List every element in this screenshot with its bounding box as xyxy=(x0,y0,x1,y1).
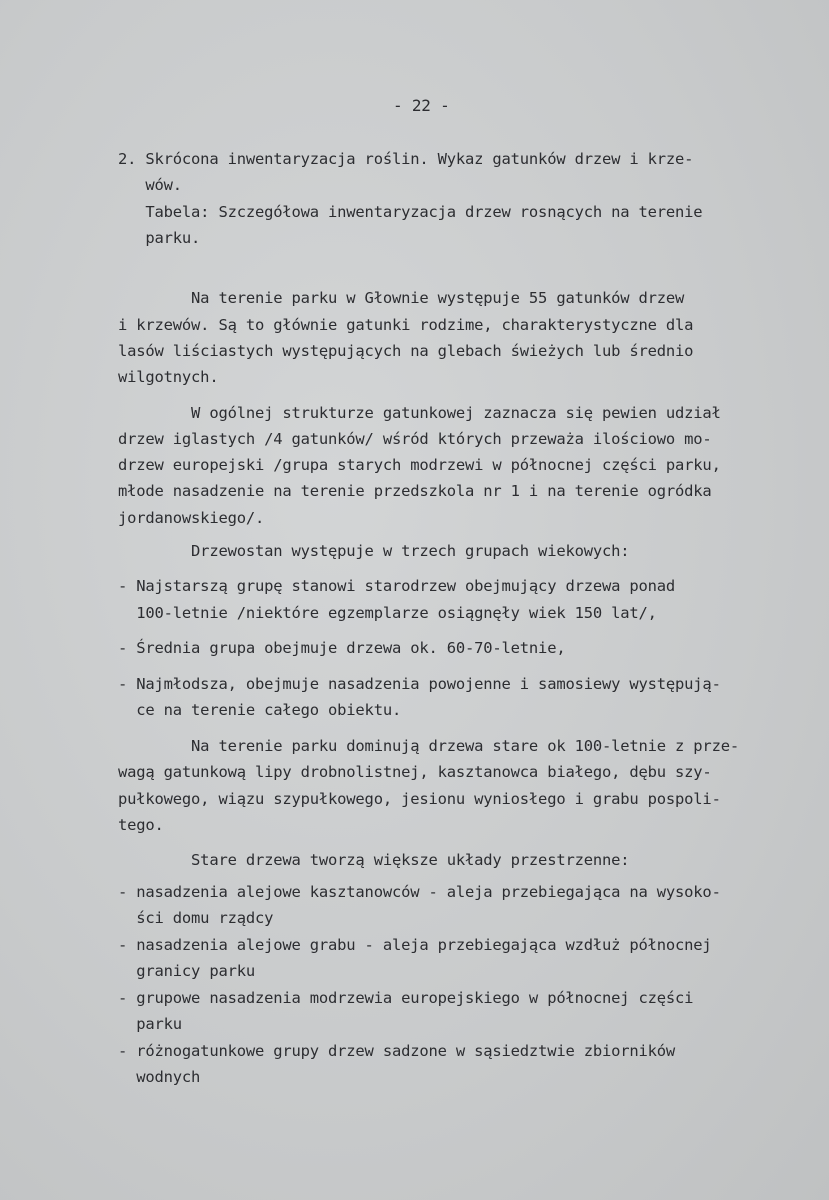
section-heading-line: wów. xyxy=(118,176,182,194)
list-item-line: - Najstarszą grupę stanowi starodrzew obejmujący drzewa ponad xyxy=(118,577,676,595)
paragraph-line: Stare drzewa tworzą większe układy przestrzenne: xyxy=(118,851,630,869)
paragraph-line: W ogólnej strukturze gatunkowej zaznacza się pewien udział xyxy=(118,404,721,422)
list-item-line: - Najmłodsza, obejmuje nasadzenia powojenne i samosiewy występują- xyxy=(118,675,721,693)
section-heading-line: parku. xyxy=(118,229,201,247)
paragraph-line: młode nasadzenie na terenie przedszkola nr 1 i na terenie ogródka xyxy=(118,482,712,500)
list-item-line: ści domu rządcy xyxy=(118,909,274,927)
list-item-line: - nasadzenia alejowe grabu - aleja przebiegająca wzdłuż północnej xyxy=(118,936,712,954)
paragraph-line: jordanowskiego/. xyxy=(118,509,265,527)
paragraph-line: drzew europejski /grupa starych modrzewi w północnej części parku, xyxy=(118,456,721,474)
paragraph-line: Drzewostan występuje w trzech grupach wiekowych: xyxy=(118,542,630,560)
page-number: - 22 - xyxy=(393,96,450,115)
section-heading-line: 2. Skrócona inwentaryzacja roślin. Wykaz gatunków drzew i krze- xyxy=(118,150,694,168)
list-item-line: 100-letnie /niektóre egzemplarze osiągnęły wiek 150 lat/, xyxy=(118,604,657,622)
list-item-line: - grupowe nasadzenia modrzewia europejskiego w północnej części xyxy=(118,989,694,1007)
paragraph-line: Na terenie parku dominują drzewa stare ok 100-letnie z prze- xyxy=(118,737,739,755)
list-item-line: ce na terenie całego obiektu. xyxy=(118,701,402,719)
paragraph-line: tego. xyxy=(118,816,164,834)
paragraph-line: i krzewów. Są to głównie gatunki rodzime, charakterystyczne dla xyxy=(118,316,694,334)
list-item-line: - różnogatunkowe grupy drzew sadzone w sąsiedztwie zbiorników xyxy=(118,1042,676,1060)
paragraph-line: wagą gatunkową lipy drobnolistnej, kasztanowca białego, dębu szy- xyxy=(118,763,712,781)
paragraph-line: drzew iglastych /4 gatunków/ wśród których przeważa ilościowo mo- xyxy=(118,430,712,448)
list-item-line: parku xyxy=(118,1015,182,1033)
paragraph-line: wilgotnych. xyxy=(118,368,219,386)
paragraph-line: Na terenie parku w Głownie występuje 55 gatunków drzew xyxy=(118,289,685,307)
list-item-line: - nasadzenia alejowe kasztanowców - aleja przebiegająca na wysoko- xyxy=(118,883,721,901)
list-item-line: wodnych xyxy=(118,1068,201,1086)
paragraph-line: lasów liściastych występujących na glebach świeżych lub średnio xyxy=(118,342,694,360)
list-item-line: - Średnia grupa obejmuje drzewa ok. 60-70-letnie, xyxy=(118,639,566,657)
paragraph-line: pułkowego, wiązu szypułkowego, jesionu wyniosłego i grabu pospoli- xyxy=(118,790,721,808)
section-heading-line: Tabela: Szczegółowa inwentaryzacja drzew rosnących na terenie xyxy=(118,203,703,221)
list-item-line: granicy parku xyxy=(118,962,255,980)
